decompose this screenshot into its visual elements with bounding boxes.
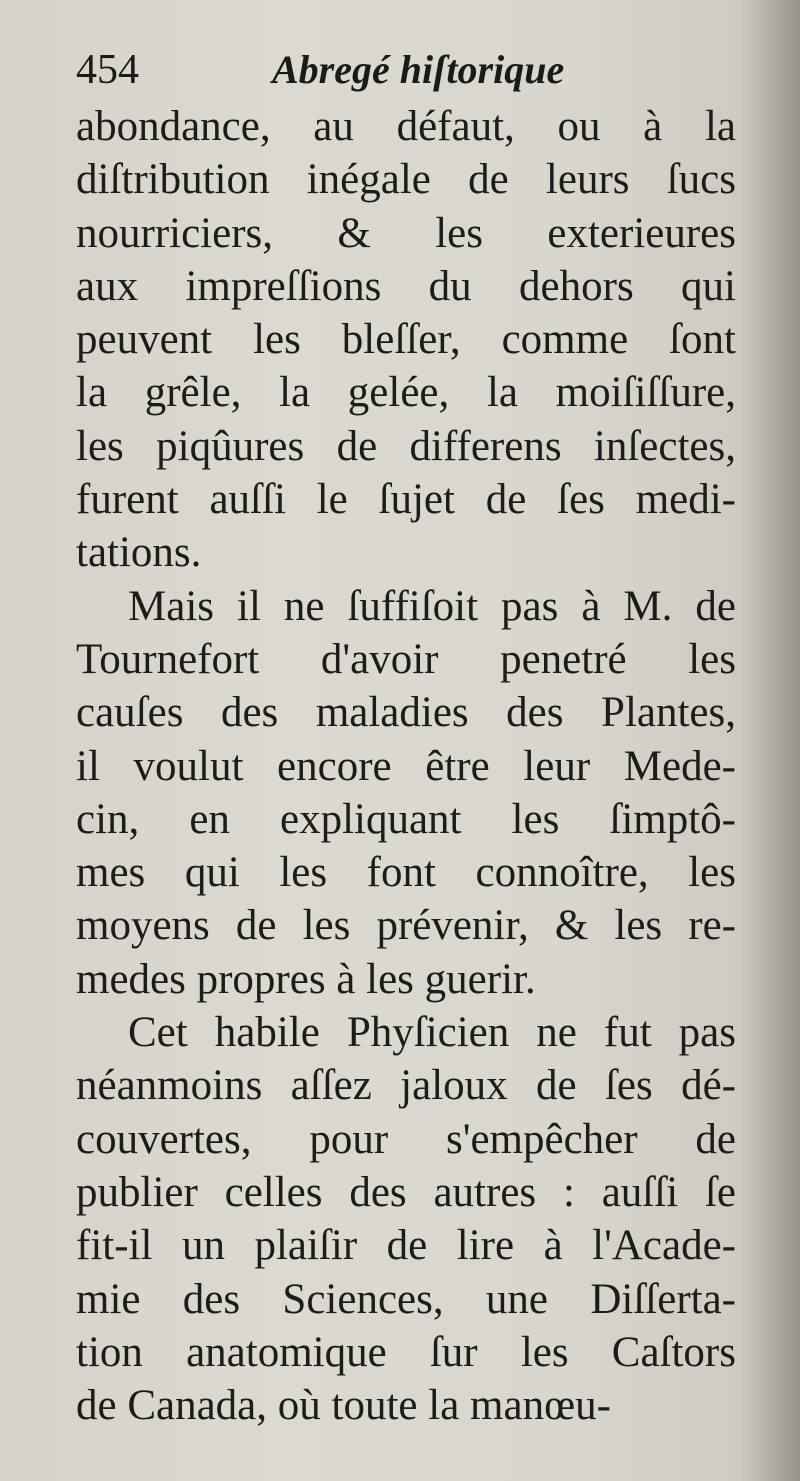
text-line: furent auſſi le ſujet de ſes medi- (76, 476, 736, 524)
text-line: medes propres à les guerir. (76, 955, 536, 1003)
body-text (76, 100, 736, 1432)
running-head (76, 44, 736, 96)
text-line: aux impreſſions du dehors qui (76, 262, 736, 310)
text-line: la grêle, la gelée, la moiſiſſure, (76, 369, 736, 417)
text-line: de Canada, où toute la manœu- (76, 1382, 611, 1430)
text-line: mes qui les font connoître, les (76, 849, 736, 897)
text-line: publier celles des autres : auſſi ſe (76, 1168, 736, 1216)
text-line: tations. (76, 529, 202, 577)
text-line: Cet habile Phyſicien ne fut pas (128, 1009, 736, 1057)
page-edge-shadow (740, 0, 800, 1481)
text-line: il voulut encore être leur Mede- (76, 742, 736, 790)
text-line: peuvent les bleſſer, comme ſont (76, 316, 736, 364)
text-line: néanmoins aſſez jaloux de ſes dé- (76, 1062, 736, 1110)
text-line: moyens de les prévenir, & les re- (76, 902, 736, 950)
text-line: mie des Sciences, une Diſſerta- (76, 1275, 736, 1323)
text-line: fit-il un plaiſir de lire à l'Acade- (76, 1222, 736, 1270)
text-line: abondance, au défaut, ou à la (76, 103, 736, 150)
text-line: nourriciers, & les exterieures (76, 209, 736, 257)
text-line: couvertes, pour s'empêcher de (76, 1115, 736, 1163)
text-line: Mais il ne ſuffiſoit pas à M. de (128, 582, 736, 630)
text-line: Tournefort d'avoir penetré les (76, 635, 736, 683)
running-title: Abregé hiſtorique (272, 47, 565, 92)
text-line: cauſes des maladies des Plantes, (76, 689, 736, 737)
page-number: 454 (76, 47, 139, 93)
text-line: tion anatomique ſur les Caſtors (76, 1328, 736, 1376)
text-line: cin, en expliquant les ſimptô- (76, 795, 736, 843)
text-line: diſtribution inégale de leurs ſucs (76, 156, 736, 204)
text-line: les piqûures de differens inſectes, (76, 422, 736, 470)
